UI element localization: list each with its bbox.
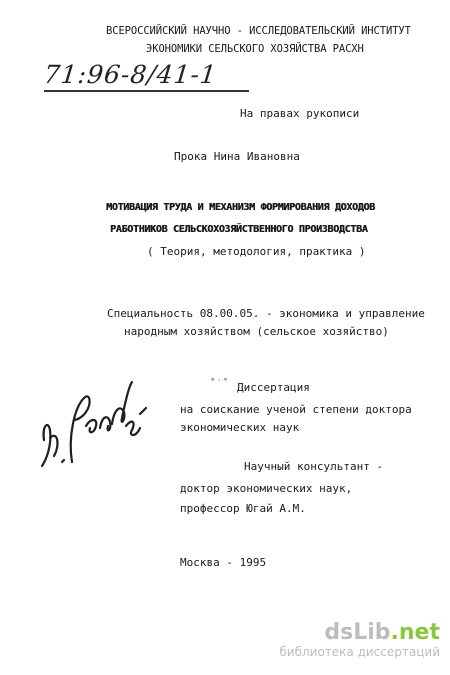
consultant-line-3: профессор Югай А.М.: [180, 502, 306, 515]
watermark-brand-main: dsLib: [324, 620, 391, 645]
handwritten-signature: [28, 368, 158, 478]
institute-line-2: ЭКОНОМИКИ СЕЛЬСКОГО ХОЗЯЙСТВА РАСХН: [146, 43, 364, 55]
consultant-line-1: Научный консультант -: [244, 460, 384, 473]
title-line-1: МОТИВАЦИЯ ТРУДА И МЕХАНИЗМ ФОРМИРОВАНИЯ ДОХОДОВ: [106, 202, 375, 213]
watermark-subtitle: библиотека диссертаций: [279, 645, 440, 659]
title-line-2: РАБОТНИКОВ СЕЛЬСКОХОЗЯЙСТВЕННОГО ПРОИЗВОДСТВА: [110, 224, 368, 235]
dissertation-label: Диссертация: [237, 381, 310, 394]
institute-line-1: ВСЕРОССИЙСКИЙ НАУЧНО - ИССЛЕДОВАТЕЛЬСКИЙ ИНСТИТУТ: [106, 25, 411, 37]
specialty-line-1: Специальность 08.00.05. - экономика и управление: [107, 307, 425, 320]
specialty-line-2: народным хозяйством (сельское хозяйство): [124, 325, 389, 338]
title-subtitle: ( Теория, методология, практика ): [147, 245, 366, 258]
watermark-brand-accent: .net: [390, 620, 440, 645]
handwritten-archive-code: 71:96-8/41-1: [42, 60, 219, 89]
handwritten-underline: [44, 90, 249, 92]
dslib-watermark: [279, 621, 440, 659]
stray-marks: ˚‵˚: [210, 379, 230, 389]
consultant-line-2: доктор экономических наук,: [180, 482, 353, 495]
city-year: Москва - 1995: [180, 556, 267, 569]
manuscript-rights-note: На правах рукописи: [240, 107, 360, 120]
watermark-brand: [279, 621, 440, 645]
dissertation-degree-line: на соискание ученой степени доктора: [180, 403, 412, 416]
author-name: Прока Нина Ивановна: [174, 150, 300, 163]
dissertation-field-line: экономических наук: [180, 421, 300, 434]
